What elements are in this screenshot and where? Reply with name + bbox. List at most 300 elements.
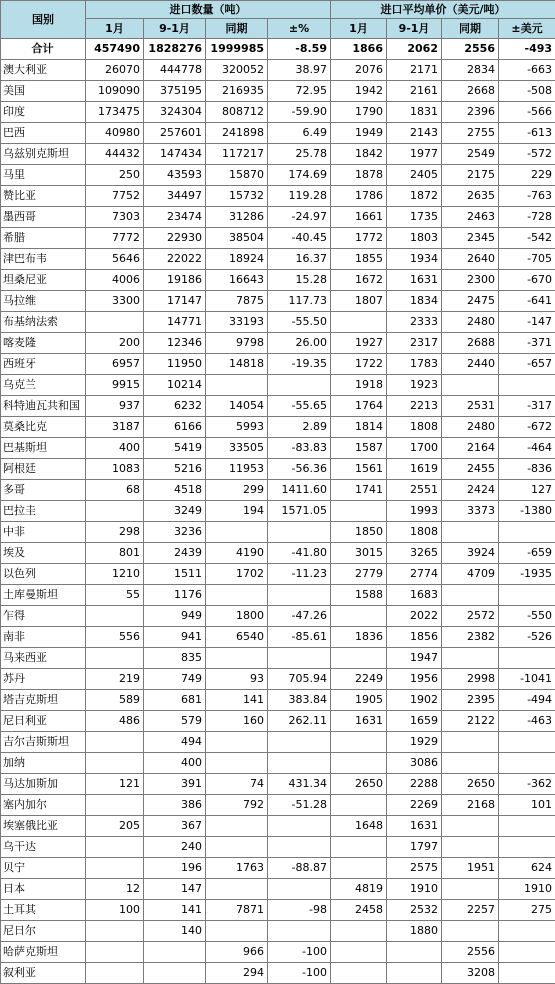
table-cell: 4518 xyxy=(144,480,206,501)
table-cell: 1797 xyxy=(387,837,442,858)
table-cell: 808712 xyxy=(206,102,268,123)
table-cell: 1947 xyxy=(387,648,442,669)
table-cell: 3187 xyxy=(86,417,144,438)
table-cell: 72.95 xyxy=(268,81,331,102)
table-cell xyxy=(442,879,499,900)
table-cell: 11950 xyxy=(144,354,206,375)
table-cell: 1956 xyxy=(387,669,442,690)
table-cell: 298 xyxy=(86,522,144,543)
table-cell: 18924 xyxy=(206,249,268,270)
table-cell: 2168 xyxy=(442,795,499,816)
table-cell: 6957 xyxy=(86,354,144,375)
country-name: 马拉维 xyxy=(1,291,86,312)
country-name: 科特迪瓦共和国 xyxy=(1,396,86,417)
table-cell: 2288 xyxy=(387,774,442,795)
table-cell: 1648 xyxy=(331,816,387,837)
country-name: 尼日尔 xyxy=(1,921,86,942)
header-qty-change-pct: ±% xyxy=(268,19,331,39)
table-cell xyxy=(86,858,144,879)
table-cell: 15732 xyxy=(206,186,268,207)
table-cell xyxy=(206,879,268,900)
table-cell: 431.34 xyxy=(268,774,331,795)
table-row xyxy=(1,627,555,648)
table-cell xyxy=(268,522,331,543)
table-cell: -508 xyxy=(499,81,555,102)
table-cell: 68 xyxy=(86,480,144,501)
table-cell: 1772 xyxy=(331,228,387,249)
table-cell: 14054 xyxy=(206,396,268,417)
table-cell: 1934 xyxy=(387,249,442,270)
table-cell: 1910 xyxy=(499,879,555,900)
table-cell: 2.89 xyxy=(268,417,331,438)
header-group-quantity: 进口数量（吨） xyxy=(86,1,331,19)
table-cell: 262.11 xyxy=(268,711,331,732)
country-name: 乌克兰 xyxy=(1,375,86,396)
table-cell: -24.97 xyxy=(268,207,331,228)
table-cell: -657 xyxy=(499,354,555,375)
country-name: 澳大利亚 xyxy=(1,60,86,81)
table-cell: 2213 xyxy=(387,396,442,417)
table-cell: 6.49 xyxy=(268,123,331,144)
table-row xyxy=(1,144,555,165)
table-cell: 1836 xyxy=(331,627,387,648)
table-cell: 1834 xyxy=(387,291,442,312)
table-cell xyxy=(268,585,331,606)
table-row xyxy=(1,438,555,459)
table-cell xyxy=(206,585,268,606)
table-cell xyxy=(331,921,387,942)
table-cell: 792 xyxy=(206,795,268,816)
table-cell xyxy=(331,648,387,669)
table-cell: 383.84 xyxy=(268,690,331,711)
table-cell: 2122 xyxy=(442,711,499,732)
country-name: 加纳 xyxy=(1,753,86,774)
table-cell: 43593 xyxy=(144,165,206,186)
table-row xyxy=(1,81,555,102)
table-cell: 444778 xyxy=(144,60,206,81)
table-cell: -542 xyxy=(499,228,555,249)
table-cell: -663 xyxy=(499,60,555,81)
country-name: 埃及 xyxy=(1,543,86,564)
table-row xyxy=(1,753,555,774)
table-cell: 2249 xyxy=(331,669,387,690)
table-cell: 2531 xyxy=(442,396,499,417)
table-cell xyxy=(331,942,387,963)
table-cell: 386 xyxy=(144,795,206,816)
table-row xyxy=(1,249,555,270)
table-row xyxy=(1,291,555,312)
table-cell xyxy=(387,963,442,984)
total-cell: 2062 xyxy=(387,39,442,60)
table-cell: 1631 xyxy=(387,816,442,837)
table-cell xyxy=(442,753,499,774)
table-row xyxy=(1,480,555,501)
table-cell: 1856 xyxy=(387,627,442,648)
table-cell: 1176 xyxy=(144,585,206,606)
table-cell xyxy=(331,837,387,858)
table-cell: 25.78 xyxy=(268,144,331,165)
table-cell: 194 xyxy=(206,501,268,522)
table-cell: 2575 xyxy=(387,858,442,879)
total-row xyxy=(1,39,555,60)
table-cell: 38504 xyxy=(206,228,268,249)
total-cell: -493 xyxy=(499,39,555,60)
table-cell: 205 xyxy=(86,816,144,837)
table-cell: 200 xyxy=(86,333,144,354)
header-price-jan: 1月 xyxy=(331,19,387,39)
table-cell: 2022 xyxy=(387,606,442,627)
table-cell xyxy=(206,522,268,543)
table-cell: 1807 xyxy=(331,291,387,312)
total-cell: 1866 xyxy=(331,39,387,60)
total-cell: 1999985 xyxy=(206,39,268,60)
table-cell: 141 xyxy=(206,690,268,711)
total-cell: -8.59 xyxy=(268,39,331,60)
table-cell: 1661 xyxy=(331,207,387,228)
table-row xyxy=(1,585,555,606)
table-cell: 1800 xyxy=(206,606,268,627)
table-cell: 1763 xyxy=(206,858,268,879)
table-cell: 2549 xyxy=(442,144,499,165)
country-name: 马达加斯加 xyxy=(1,774,86,795)
table-cell: 1790 xyxy=(331,102,387,123)
table-cell xyxy=(499,522,555,543)
table-cell: 1808 xyxy=(387,522,442,543)
table-row xyxy=(1,333,555,354)
table-cell: 375195 xyxy=(144,81,206,102)
table-header xyxy=(1,1,555,39)
table-cell: 2668 xyxy=(442,81,499,102)
country-name: 塔吉克斯坦 xyxy=(1,690,86,711)
table-cell: 2475 xyxy=(442,291,499,312)
table-cell: 1942 xyxy=(331,81,387,102)
table-cell xyxy=(86,921,144,942)
table-cell: 2572 xyxy=(442,606,499,627)
table-cell: 2640 xyxy=(442,249,499,270)
table-cell: 2650 xyxy=(331,774,387,795)
table-row xyxy=(1,228,555,249)
table-cell: 2269 xyxy=(387,795,442,816)
table-cell: 121 xyxy=(86,774,144,795)
table-cell: -705 xyxy=(499,249,555,270)
table-cell xyxy=(268,375,331,396)
table-row xyxy=(1,837,555,858)
table-cell xyxy=(499,753,555,774)
table-cell: 14818 xyxy=(206,354,268,375)
header-price-change-usd: ±美元 xyxy=(499,19,555,39)
country-name: 土库曼斯坦 xyxy=(1,585,86,606)
table-cell: 127 xyxy=(499,480,555,501)
table-cell xyxy=(206,816,268,837)
table-cell: 5419 xyxy=(144,438,206,459)
table-row xyxy=(1,690,555,711)
table-cell: 2551 xyxy=(387,480,442,501)
country-name: 巴基斯坦 xyxy=(1,438,86,459)
table-cell xyxy=(206,753,268,774)
table-cell: 1872 xyxy=(387,186,442,207)
table-cell: 1741 xyxy=(331,480,387,501)
table-cell xyxy=(331,795,387,816)
table-cell xyxy=(268,921,331,942)
table-cell xyxy=(268,648,331,669)
table-cell: 835 xyxy=(144,648,206,669)
table-cell: 1083 xyxy=(86,459,144,480)
table-row xyxy=(1,774,555,795)
table-cell: 40980 xyxy=(86,123,144,144)
table-cell: 2688 xyxy=(442,333,499,354)
table-cell: 3373 xyxy=(442,501,499,522)
table-cell: 33505 xyxy=(206,438,268,459)
table-cell: 22930 xyxy=(144,228,206,249)
table-row xyxy=(1,417,555,438)
table-cell xyxy=(442,375,499,396)
table-cell: 2774 xyxy=(387,564,442,585)
table-cell xyxy=(268,837,331,858)
table-cell: 400 xyxy=(144,753,206,774)
header-qty-same-period: 同期 xyxy=(206,19,268,39)
table-cell: 2998 xyxy=(442,669,499,690)
table-cell: 7875 xyxy=(206,291,268,312)
table-row xyxy=(1,858,555,879)
table-row xyxy=(1,942,555,963)
table-cell: 26.00 xyxy=(268,333,331,354)
table-cell: 2161 xyxy=(387,81,442,102)
table-cell xyxy=(499,732,555,753)
table-cell: 2439 xyxy=(144,543,206,564)
table-cell xyxy=(86,942,144,963)
table-cell: -55.65 xyxy=(268,396,331,417)
table-cell xyxy=(442,522,499,543)
table-cell xyxy=(144,942,206,963)
table-cell: -464 xyxy=(499,438,555,459)
table-cell: 2333 xyxy=(387,312,442,333)
table-cell: 324304 xyxy=(144,102,206,123)
table-cell: 3265 xyxy=(387,543,442,564)
table-cell: -371 xyxy=(499,333,555,354)
table-cell: 2171 xyxy=(387,60,442,81)
header-price-sep-jan: 9-1月 xyxy=(387,19,442,39)
table-cell: 93 xyxy=(206,669,268,690)
table-cell: -728 xyxy=(499,207,555,228)
table-cell: -670 xyxy=(499,270,555,291)
table-row xyxy=(1,795,555,816)
table-cell: -494 xyxy=(499,690,555,711)
table-cell xyxy=(331,312,387,333)
country-name: 巴拉圭 xyxy=(1,501,86,522)
table-cell: 11953 xyxy=(206,459,268,480)
table-cell: -51.28 xyxy=(268,795,331,816)
table-cell: -40.45 xyxy=(268,228,331,249)
table-cell: 250 xyxy=(86,165,144,186)
table-row xyxy=(1,816,555,837)
table-cell: 1831 xyxy=(387,102,442,123)
country-name: 以色列 xyxy=(1,564,86,585)
table-cell: 1902 xyxy=(387,690,442,711)
table-cell xyxy=(331,732,387,753)
country-name: 希腊 xyxy=(1,228,86,249)
table-row xyxy=(1,354,555,375)
table-cell xyxy=(86,606,144,627)
table-cell: 2395 xyxy=(442,690,499,711)
table-cell xyxy=(331,753,387,774)
table-cell: 1814 xyxy=(331,417,387,438)
table-cell: 801 xyxy=(86,543,144,564)
table-cell xyxy=(86,648,144,669)
total-cell: 2556 xyxy=(442,39,499,60)
table-cell xyxy=(442,585,499,606)
table-cell xyxy=(499,942,555,963)
country-name: 喀麦隆 xyxy=(1,333,86,354)
country-name: 美国 xyxy=(1,81,86,102)
country-name: 日本 xyxy=(1,879,86,900)
table-cell xyxy=(206,921,268,942)
table-row xyxy=(1,60,555,81)
table-row xyxy=(1,396,555,417)
table-cell: 2317 xyxy=(387,333,442,354)
table-cell: 2532 xyxy=(387,900,442,921)
country-name: 乍得 xyxy=(1,606,86,627)
country-name: 吉尔吉斯斯坦 xyxy=(1,732,86,753)
table-cell: 624 xyxy=(499,858,555,879)
table-cell: 2164 xyxy=(442,438,499,459)
table-cell: 101 xyxy=(499,795,555,816)
table-cell: -88.87 xyxy=(268,858,331,879)
table-cell xyxy=(268,879,331,900)
table-cell: 1929 xyxy=(387,732,442,753)
table-cell: 2556 xyxy=(442,942,499,963)
table-row xyxy=(1,732,555,753)
header-qty-sep-jan: 9-1月 xyxy=(144,19,206,39)
table-cell xyxy=(331,963,387,984)
table-cell: 1878 xyxy=(331,165,387,186)
table-row xyxy=(1,186,555,207)
country-name: 印度 xyxy=(1,102,86,123)
table-cell xyxy=(268,816,331,837)
table-cell xyxy=(206,732,268,753)
table-cell xyxy=(268,732,331,753)
table-cell: -566 xyxy=(499,102,555,123)
table-cell: -100 xyxy=(268,963,331,984)
table-cell: 1700 xyxy=(387,438,442,459)
table-cell: -659 xyxy=(499,543,555,564)
table-cell: 3924 xyxy=(442,543,499,564)
table-cell: -100 xyxy=(268,942,331,963)
table-row xyxy=(1,102,555,123)
table-cell: 216935 xyxy=(206,81,268,102)
table-cell: -59.90 xyxy=(268,102,331,123)
table-cell: 556 xyxy=(86,627,144,648)
table-cell: 1764 xyxy=(331,396,387,417)
table-cell: 2458 xyxy=(331,900,387,921)
table-cell: -147 xyxy=(499,312,555,333)
table-row xyxy=(1,459,555,480)
table-cell: -613 xyxy=(499,123,555,144)
table-row xyxy=(1,669,555,690)
table-cell: -55.50 xyxy=(268,312,331,333)
table-cell: -526 xyxy=(499,627,555,648)
table-cell xyxy=(331,501,387,522)
header-price-same-period: 同期 xyxy=(442,19,499,39)
table-cell xyxy=(442,816,499,837)
table-row xyxy=(1,501,555,522)
table-cell: 9915 xyxy=(86,375,144,396)
table-cell: 31286 xyxy=(206,207,268,228)
table-cell: -83.83 xyxy=(268,438,331,459)
table-cell: 1571.05 xyxy=(268,501,331,522)
country-name: 西班牙 xyxy=(1,354,86,375)
table-cell: 2480 xyxy=(442,417,499,438)
table-cell xyxy=(499,375,555,396)
table-cell xyxy=(86,501,144,522)
table-cell: 1619 xyxy=(387,459,442,480)
table-cell xyxy=(331,858,387,879)
table-cell: -641 xyxy=(499,291,555,312)
table-cell: 26070 xyxy=(86,60,144,81)
table-cell: 12346 xyxy=(144,333,206,354)
table-cell xyxy=(442,837,499,858)
table-cell xyxy=(499,921,555,942)
country-name: 多哥 xyxy=(1,480,86,501)
table-row xyxy=(1,900,555,921)
table-row xyxy=(1,963,555,984)
table-cell: 949 xyxy=(144,606,206,627)
table-cell: 1850 xyxy=(331,522,387,543)
table-cell: 38.97 xyxy=(268,60,331,81)
table-cell: 1808 xyxy=(387,417,442,438)
table-cell: -317 xyxy=(499,396,555,417)
table-cell: 12 xyxy=(86,879,144,900)
table-cell: -1380 xyxy=(499,501,555,522)
table-cell: 486 xyxy=(86,711,144,732)
table-cell: 5646 xyxy=(86,249,144,270)
table-cell xyxy=(86,837,144,858)
table-cell xyxy=(144,963,206,984)
table-row xyxy=(1,312,555,333)
table-cell xyxy=(206,375,268,396)
table-cell: 1951 xyxy=(442,858,499,879)
table-cell: 966 xyxy=(206,942,268,963)
table-cell: 141 xyxy=(144,900,206,921)
table-cell: 173475 xyxy=(86,102,144,123)
table-cell: 294 xyxy=(206,963,268,984)
table-cell: 229 xyxy=(499,165,555,186)
table-cell: -672 xyxy=(499,417,555,438)
table-cell: 1631 xyxy=(387,270,442,291)
table-cell: 705.94 xyxy=(268,669,331,690)
table-cell: 196 xyxy=(144,858,206,879)
table-cell: 749 xyxy=(144,669,206,690)
table-cell: 4006 xyxy=(86,270,144,291)
table-cell xyxy=(268,753,331,774)
table-cell: 1411.60 xyxy=(268,480,331,501)
table-cell: 1880 xyxy=(387,921,442,942)
table-row xyxy=(1,123,555,144)
table-cell: 4190 xyxy=(206,543,268,564)
table-cell: 2455 xyxy=(442,459,499,480)
table-cell: 275 xyxy=(499,900,555,921)
table-cell: 147434 xyxy=(144,144,206,165)
table-cell: 2076 xyxy=(331,60,387,81)
country-name: 哈萨克斯坦 xyxy=(1,942,86,963)
table-cell: 2257 xyxy=(442,900,499,921)
table-cell: 2635 xyxy=(442,186,499,207)
table-cell: 2143 xyxy=(387,123,442,144)
table-cell: 23474 xyxy=(144,207,206,228)
country-name: 乌干达 xyxy=(1,837,86,858)
country-name: 阿根廷 xyxy=(1,459,86,480)
table-cell: 257601 xyxy=(144,123,206,144)
table-row xyxy=(1,564,555,585)
